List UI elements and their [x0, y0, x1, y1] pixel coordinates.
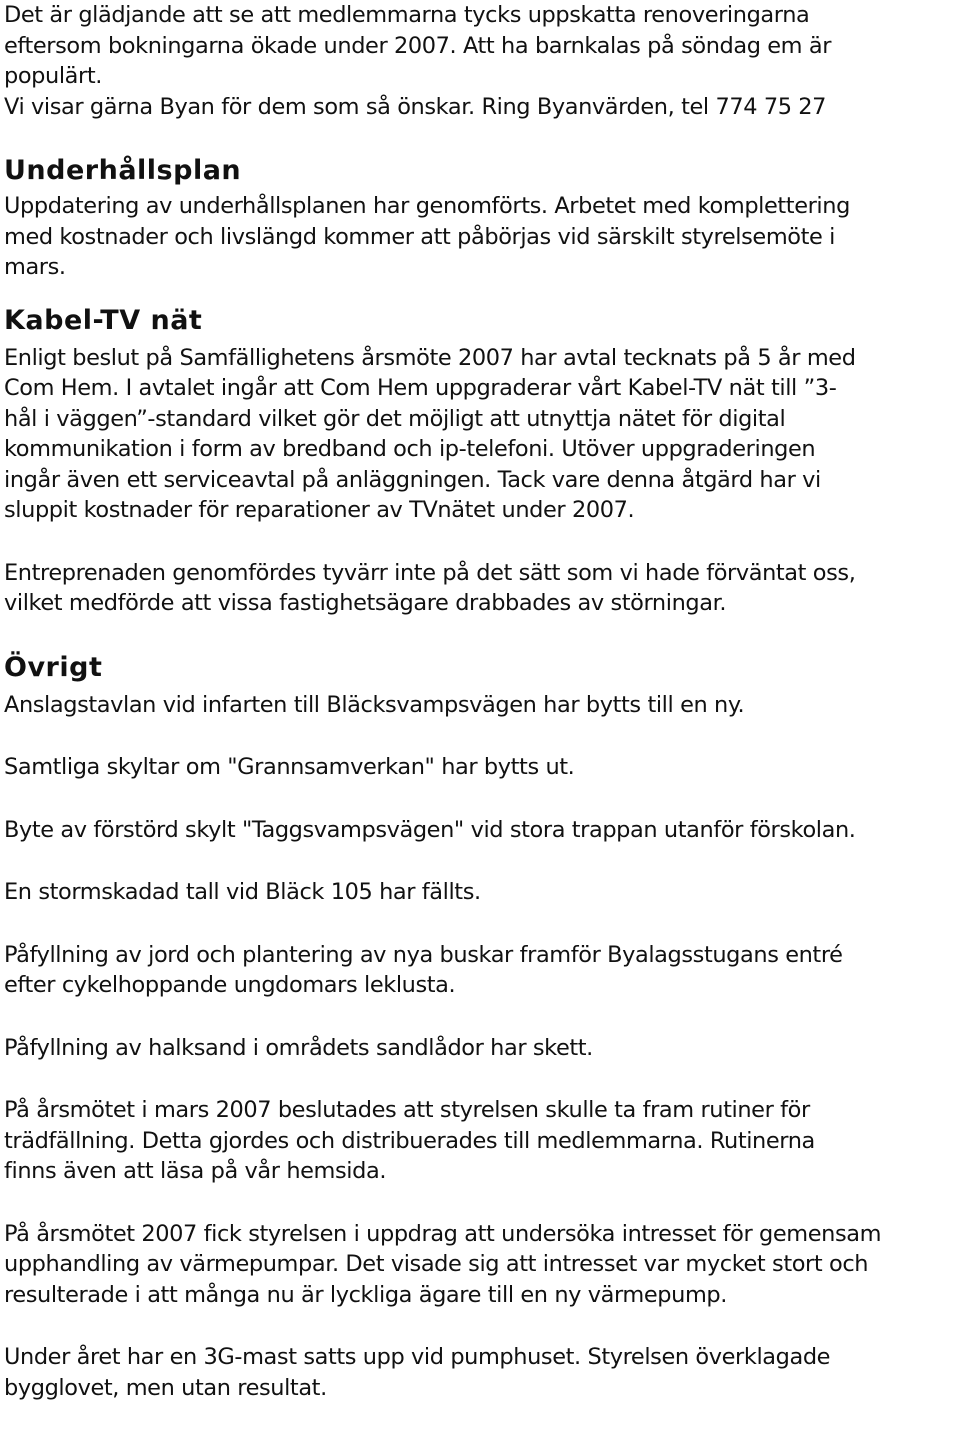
text-line: Com Hem. I avtalet ingår att Com Hem uppgraderar vårt Kabel-TV nät till ”3-	[4, 375, 837, 401]
underhallsplan-paragraph	[4, 191, 956, 283]
anslagstavla-paragraph	[4, 690, 956, 721]
text-line: Det är glädjande att se att medlemmarna tycks uppskatta renoveringarna	[4, 2, 810, 28]
text-line: mars.	[4, 254, 66, 280]
text-line: Under året har en 3G-mast satts upp vid pumphuset. Styrelsen överklagade	[4, 1344, 831, 1370]
text-line: Påfyllning av jord och plantering av nya buskar framför Byalagsstugans entré	[4, 941, 843, 968]
text-line: Entreprenaden genomfördes tyvärr inte på det sätt som vi hade förväntat oss,	[4, 559, 856, 586]
text-line: Uppdatering av underhållsplanen har genomförts. Arbetet med komplettering	[4, 193, 850, 219]
text-line: kommunikation i form av bredband och ip-telefoni. Utöver uppgraderingen	[4, 436, 816, 462]
text-line: hål i väggen”-standard vilket gör det möjligt att utnyttja nätet för digital	[4, 405, 786, 432]
text-line: På årsmötet i mars 2007 beslutades att styrelsen skulle ta fram rutiner för	[4, 1097, 810, 1123]
text-line: upphandling av värmepumpar. Det visade sig att intresset var mycket stort och	[4, 1251, 869, 1277]
section-heading-kabel-tv: Kabel-TV nät	[4, 304, 203, 336]
text-line: Vi visar gärna Byan för dem som så önskar. Ring Byanvärden, tel 774 75 27	[4, 93, 827, 120]
tall-paragraph	[4, 877, 956, 908]
section-heading-ovrigt: Övrigt	[4, 651, 103, 683]
3g-mast-paragraph	[4, 1342, 956, 1403]
varmepump-paragraph	[4, 1219, 956, 1311]
text-line: finns även att läsa på vår hemsida.	[4, 1158, 387, 1184]
text-line: efter cykelhoppande ungdomars leklusta.	[4, 972, 456, 998]
kabel-tv-paragraph	[4, 343, 956, 526]
entreprenad-paragraph	[4, 558, 956, 619]
section-heading-underhallsplan: Underhållsplan	[4, 155, 242, 186]
text-line: eftersom bokningarna ökade under 2007. Att ha barnkalas på söndag em är	[4, 32, 832, 59]
text-line: vilket medförde att vissa fastighetsägare drabbades av störningar.	[4, 590, 727, 616]
text-line: sluppit kostnader för reparationer av TVnätet under 2007.	[4, 497, 635, 523]
text-line: Byte av förstörd skylt "Taggsvampsvägen" vid stora trappan utanför förskolan.	[4, 816, 856, 843]
text-line: ingår även ett serviceavtal på anläggningen. Tack vare denna åtgärd har vi	[4, 466, 821, 493]
tradfallning-paragraph	[4, 1095, 956, 1187]
text-line: med kostnader och livslängd kommer att påbörjas vid särskilt styrelsemöte i	[4, 223, 835, 250]
text-line: trädfällning. Detta gjordes och distribuerades till medlemmarna. Rutinerna	[4, 1127, 815, 1154]
halksand-paragraph	[4, 1033, 956, 1064]
text-line: Samtliga skyltar om "Grannsamverkan" har bytts ut.	[4, 754, 575, 780]
text-line: Enligt beslut på Samfällighetens årsmöte 2007 har avtal tecknats på 5 år med	[4, 344, 856, 371]
document-page	[4, 0, 956, 1403]
skylt-byte-paragraph	[4, 815, 956, 846]
text-line: På årsmötet 2007 fick styrelsen i uppdrag att undersöka intresset för gemensam	[4, 1220, 882, 1247]
text-line: bygglovet, men utan resultat.	[4, 1374, 327, 1401]
text-line: resulterade i att många nu är lyckliga ägare till en ny värmepump.	[4, 1281, 727, 1308]
text-line: populärt.	[4, 63, 102, 89]
text-line: Påfyllning av halksand i områdets sandlådor har skett.	[4, 1034, 593, 1061]
text-line: En stormskadad tall vid Bläck 105 har fällts.	[4, 879, 481, 905]
intro-paragraph	[4, 0, 956, 122]
text-line: Anslagstavlan vid infarten till Bläcksvampsvägen har bytts till en ny.	[4, 691, 745, 718]
skyltar-paragraph	[4, 752, 956, 783]
plantering-paragraph	[4, 940, 956, 1001]
